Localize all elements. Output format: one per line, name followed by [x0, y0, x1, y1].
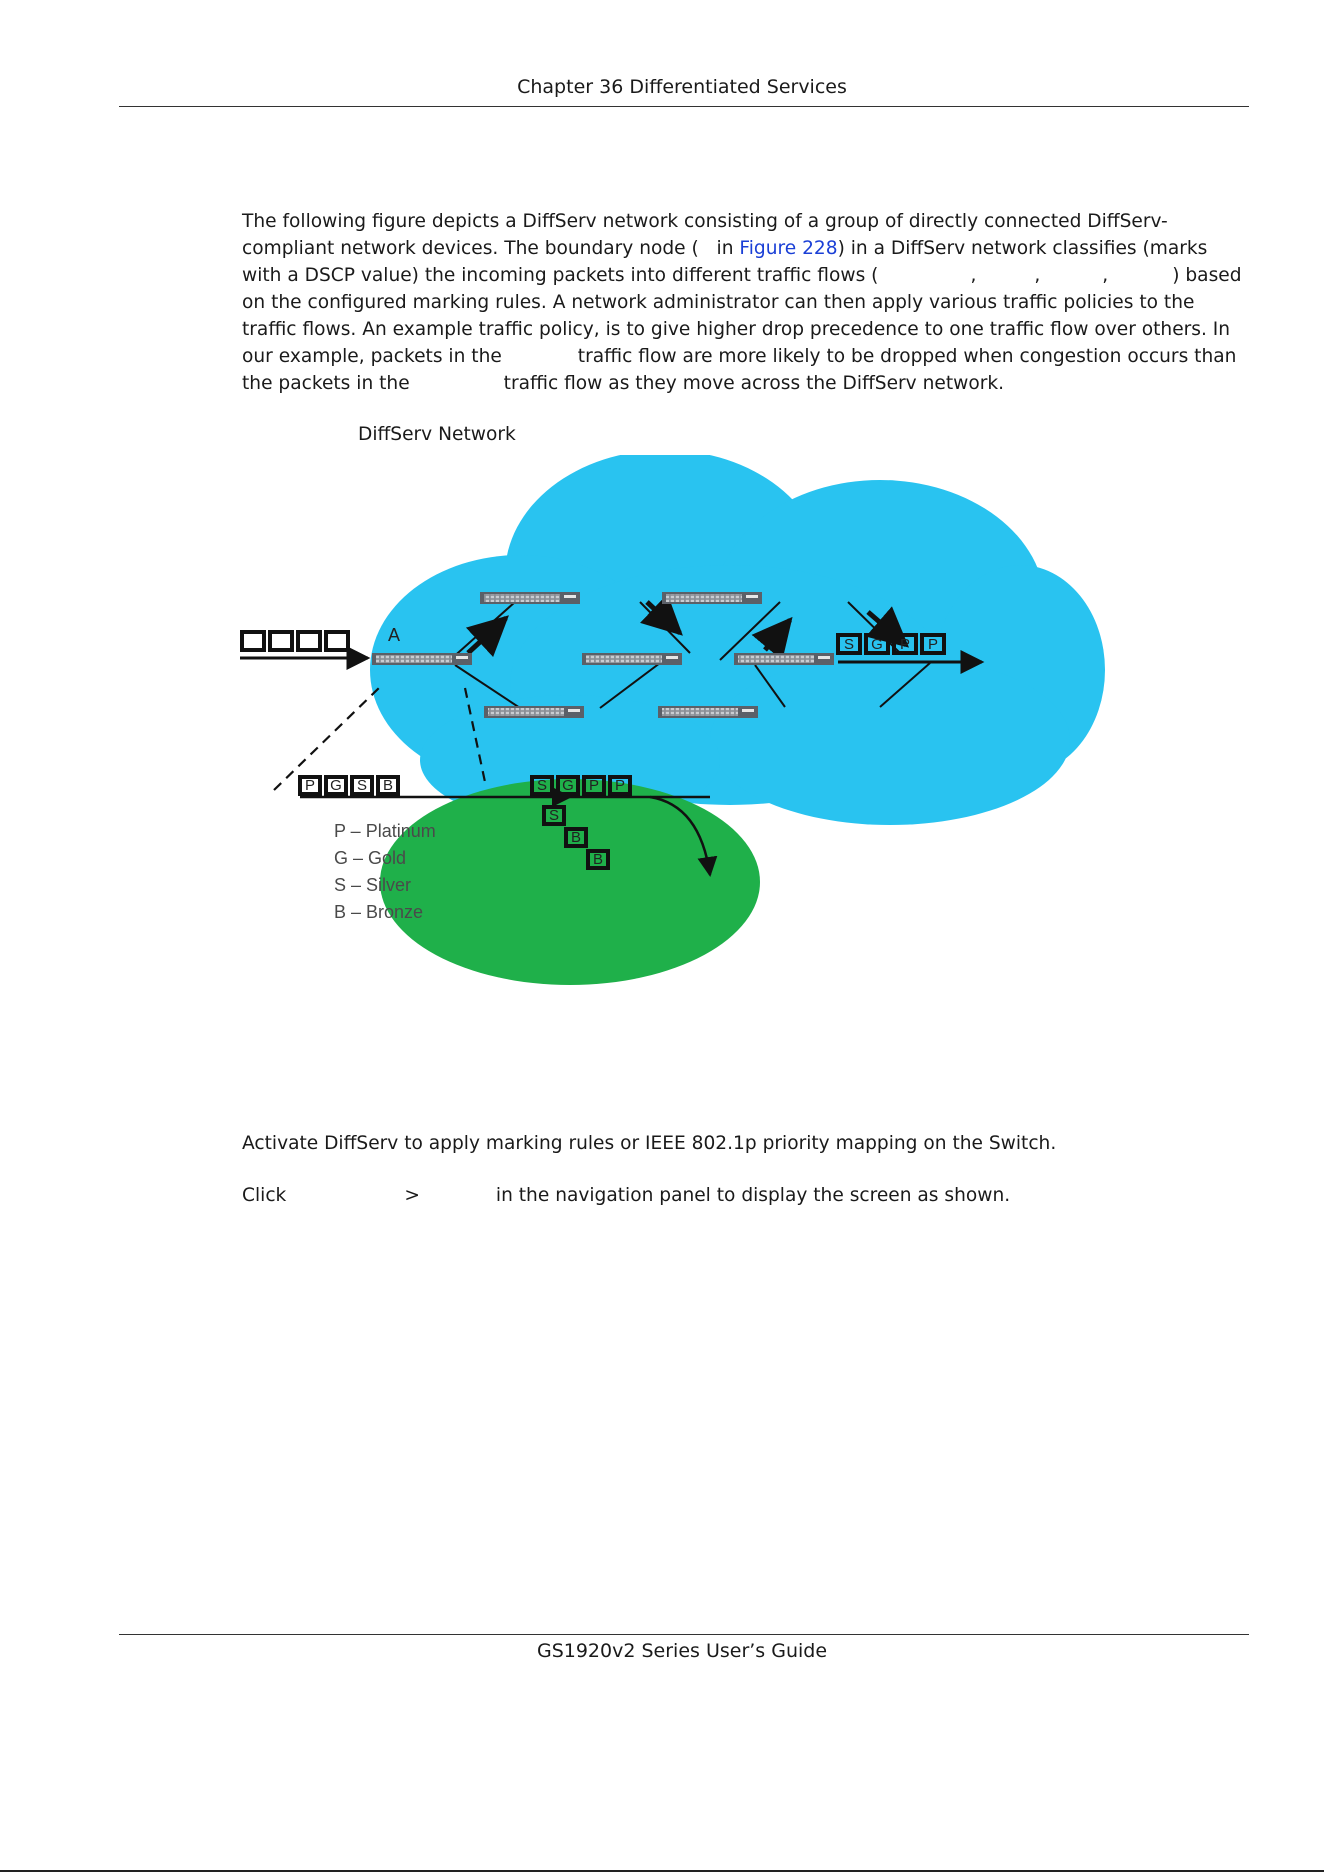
packet-label: B: [382, 777, 394, 794]
figure-title: DiffServ Network: [358, 424, 516, 445]
packet-label: G: [562, 777, 574, 794]
switch-icon: [582, 653, 682, 665]
switch-icon: [484, 706, 584, 718]
dropped-packet-label: B: [570, 829, 582, 846]
legend-item: S – Silver: [334, 875, 412, 895]
switch-icon: [658, 706, 758, 718]
packet-label: G: [330, 777, 342, 794]
packet-label: P: [614, 777, 626, 794]
legend-item: P – Platinum: [334, 821, 436, 841]
switch-icon: [662, 592, 762, 604]
footer-rule: [119, 1634, 1249, 1635]
packet-label: S: [356, 777, 368, 794]
packet-label: S: [843, 636, 855, 653]
header-rule: [119, 106, 1249, 107]
packet-label: G: [871, 636, 883, 653]
legend-item: B – Bronze: [334, 902, 424, 922]
switch-icon: [372, 653, 472, 665]
classified-packets-in: [300, 777, 398, 794]
dropped-packet-label: B: [592, 851, 604, 868]
click-sentence: Click > in the navigation panel to display the screen as shown.: [242, 1185, 1011, 1206]
switch-icon: [480, 592, 580, 604]
legend-item: G – Gold: [334, 848, 407, 868]
diffserv-network-figure: [240, 455, 1160, 995]
node-a-label: A: [388, 625, 401, 645]
dropped-packet-label: S: [548, 807, 560, 824]
running-header: Chapter 36 Differentiated Services: [517, 76, 847, 98]
packet-label: S: [536, 777, 548, 794]
packet-label: P: [304, 777, 316, 794]
classification-zoom: [380, 779, 760, 985]
activate-sentence: Activate DiffServ to apply marking rules or IEEE 802.1p priority mapping on the Switch.: [242, 1133, 1057, 1154]
switch-icon: [734, 653, 834, 665]
intro-paragraph: The following figure depicts a DiffServ network consisting of a group of directly connected DiffServ-compliant network devices. The boundary node ( in Figure 228) in a DiffServ network classifies (marks with a DSCP value) the incoming packets into different traffic flows ( , , , ) based on the configured marking rules. A network administrator can then apply various traffic policies to the traffic flows. An example traffic policy, is to give higher drop precedence to one traffic flow over others. In our example, packets in the traffic flow are more likely to be dropped when congestion occurs than the packets in the traffic flow as they move across the DiffServ network.: [242, 211, 1242, 394]
figure-228-link[interactable]: Figure 228: [739, 238, 838, 259]
packet-label: P: [927, 636, 939, 653]
packet-label: P: [588, 777, 600, 794]
packet-label: P: [899, 636, 911, 653]
incoming-packets: [240, 632, 348, 650]
running-footer: GS1920v2 Series User’s Guide: [536, 1640, 828, 1662]
